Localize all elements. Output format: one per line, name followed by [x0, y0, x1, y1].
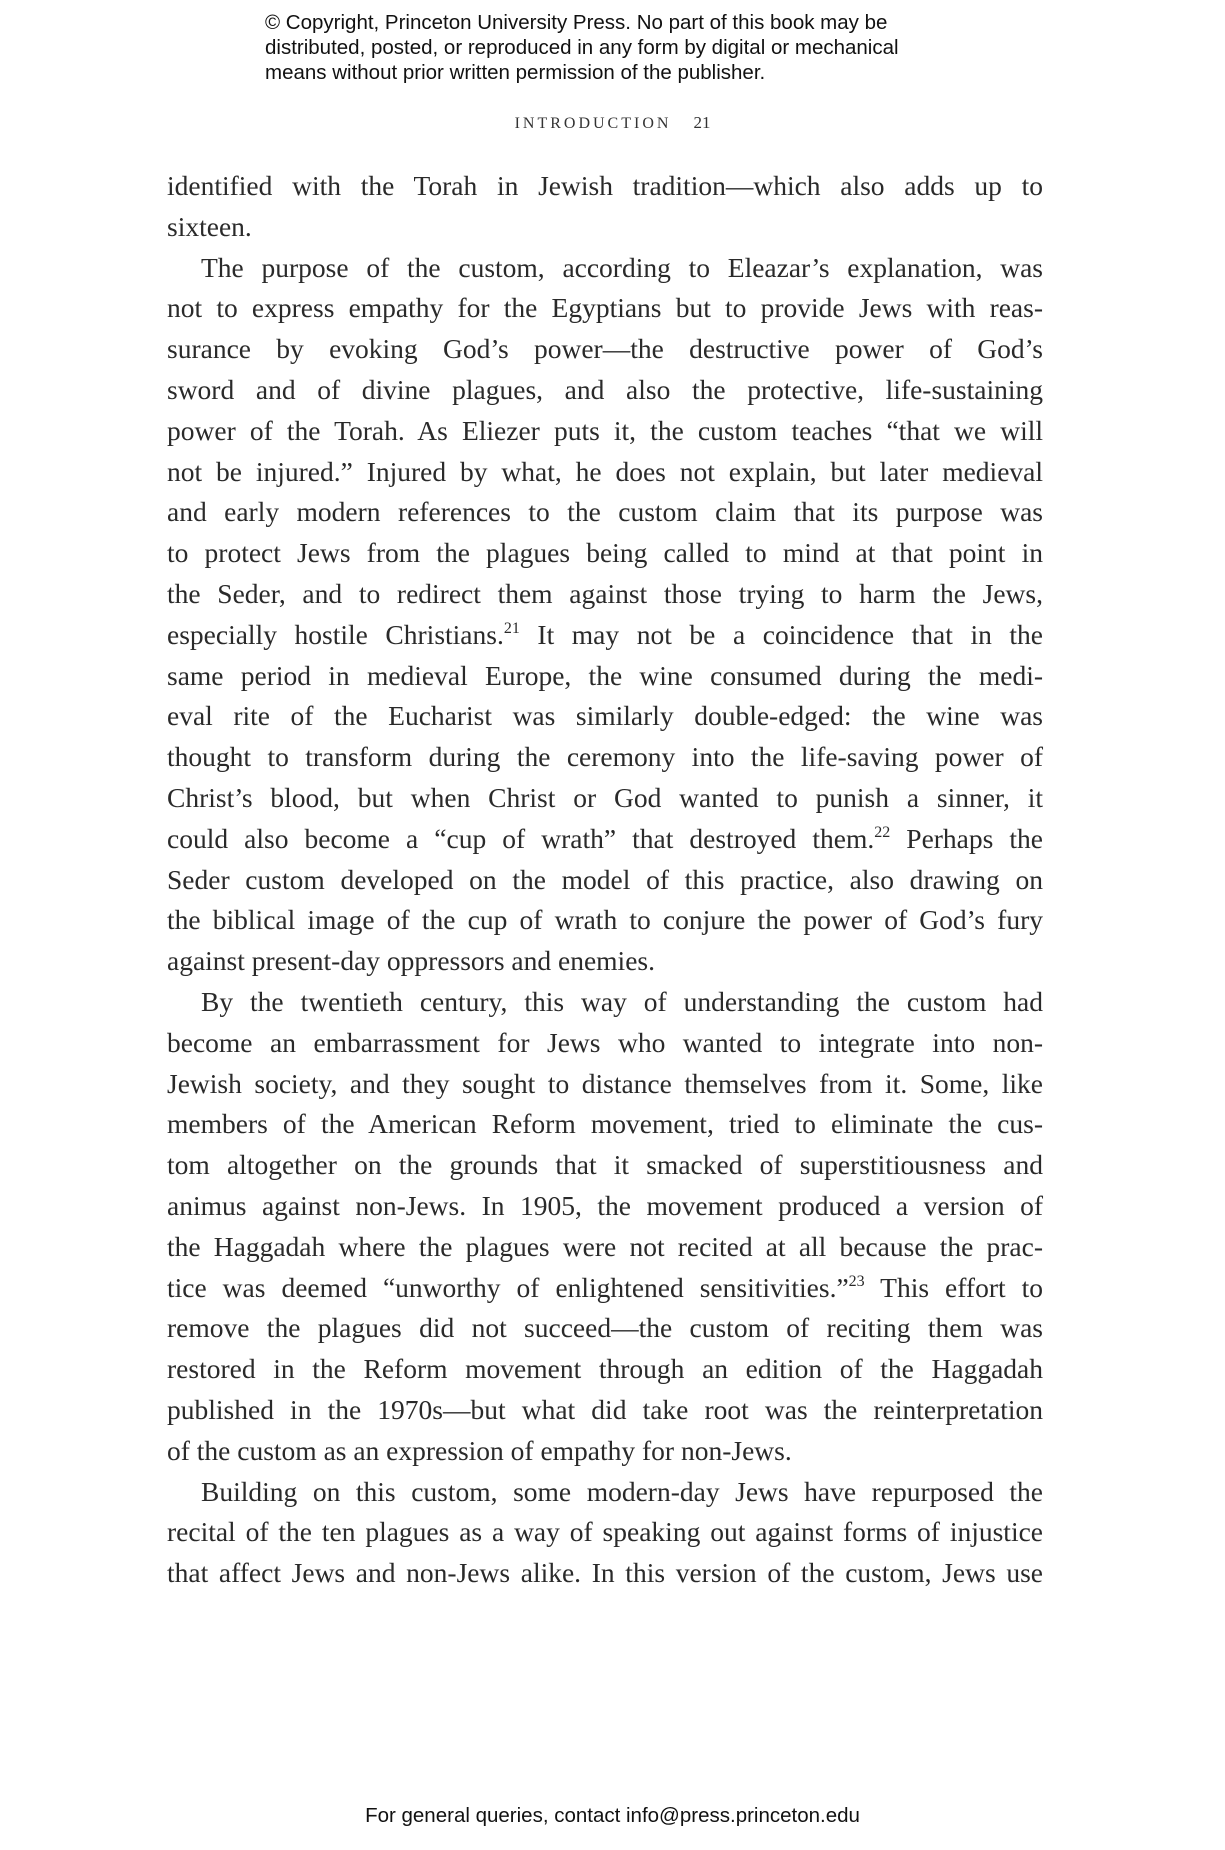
line-text: eval rite of the Eucharist was similarly double-edged: the wine was [167, 700, 1043, 732]
line-text: identified with the Torah in Jewish tradition—which also adds up to [167, 170, 1043, 201]
text-line [167, 1145, 1043, 1186]
copyright-line: distributed, posted, or reproduced in any form by digital or mechanical [265, 36, 899, 59]
line-text: recital of the ten plagues as a way of speaking out against forms of injustice [167, 1516, 1043, 1548]
line-text-continued: This effort to [864, 1271, 1044, 1303]
line-text: the Haggadah where the plagues were not recited at all because the prac- [167, 1230, 1043, 1262]
line-text: animus against non-Jews. In 1905, the movement produced a version of [167, 1189, 1043, 1221]
text-line [167, 1349, 1043, 1390]
text-line [167, 166, 1043, 207]
line-text: tice was deemed “unworthy of enlightened sensitivities.” [167, 1271, 849, 1303]
page-number: 21 [693, 113, 711, 132]
line-text: not be injured.” Injured by what, he does not explain, but later medieval [167, 455, 1043, 487]
line-text: Christ’s blood, but when Christ or God wanted to punish a sinner, it [167, 781, 1043, 813]
line-text: Jewish society, and they sought to distance themselves from it. Some, like [167, 1067, 1043, 1099]
text-line [167, 1431, 1043, 1472]
text-line [167, 737, 1043, 778]
line-text: not to express empathy for the Egyptians but to provide Jews with reas- [167, 292, 1043, 324]
text-line [167, 1104, 1043, 1145]
line-text: thought to transform during the ceremony into the life-saving power of [167, 741, 1043, 773]
text-line [167, 1308, 1043, 1349]
line-text: of the custom as an expression of empathy for non-Jews. [167, 1434, 792, 1466]
text-line [167, 860, 1043, 901]
line-text: remove the plagues did not succeed—the custom of reciting them was [167, 1312, 1043, 1344]
line-text: The purpose of the custom, according to Eleazar’s explanation, was [201, 251, 1043, 283]
text-line [167, 452, 1043, 493]
line-text: restored in the Reform movement through an edition of the Haggadah [167, 1353, 1043, 1385]
section-title: INTRODUCTION [514, 115, 672, 132]
text-line [167, 1268, 1043, 1309]
body-text [167, 166, 1043, 1594]
running-head [0, 113, 1225, 133]
line-text: and early modern references to the custom claim that its purpose was [167, 496, 1043, 528]
text-line [167, 288, 1043, 329]
line-text: Seder custom developed on the model of this practice, also drawing on [167, 863, 1043, 895]
text-line [167, 1390, 1043, 1431]
text-line [167, 900, 1043, 941]
text-line [167, 574, 1043, 615]
footnote-reference[interactable]: 21 [503, 619, 520, 637]
text-line [167, 615, 1043, 656]
line-text: especially hostile Christians. [167, 618, 504, 650]
text-line [167, 1064, 1043, 1105]
text-line [167, 696, 1043, 737]
text-line [167, 656, 1043, 697]
text-line [167, 370, 1043, 411]
copyright-notice [265, 10, 1025, 85]
line-text: tom altogether on the grounds that it smacked of superstitiousness and [167, 1149, 1043, 1181]
line-text: against present-day oppressors and enemies. [167, 945, 655, 977]
line-text: the biblical image of the cup of wrath to conjure the power of God’s fury [167, 904, 1043, 936]
text-line [167, 819, 1043, 860]
line-text: By the twentieth century, this way of understanding the custom had [201, 985, 1043, 1017]
footnote-reference[interactable]: 22 [874, 823, 891, 841]
text-line [167, 207, 1043, 248]
text-line [167, 982, 1043, 1023]
text-line [167, 329, 1043, 370]
copyright-line: © Copyright, Princeton University Press. No part of this book may be [265, 11, 888, 34]
text-line [167, 1553, 1043, 1594]
text-line [167, 248, 1043, 289]
text-line [167, 1227, 1043, 1268]
line-text-continued: Perhaps the [890, 822, 1043, 854]
line-text: the Seder, and to redirect them against those trying to harm the Jews, [167, 577, 1043, 609]
text-line [167, 1472, 1043, 1513]
footnote-reference[interactable]: 23 [848, 1272, 865, 1290]
line-text: become an embarrassment for Jews who wanted to integrate into non- [167, 1026, 1043, 1058]
line-text: to protect Jews from the plagues being called to mind at that point in [167, 537, 1043, 569]
text-line [167, 1186, 1043, 1227]
text-line [167, 1512, 1043, 1553]
line-text: power of the Torah. As Eliezer puts it, the custom teaches “that we will [167, 414, 1043, 446]
text-line [167, 1023, 1043, 1064]
line-text: Building on this custom, some modern-day Jews have repurposed the [201, 1475, 1043, 1507]
text-line [167, 941, 1043, 982]
line-text: sixteen. [167, 210, 252, 242]
line-text: that affect Jews and non-Jews alike. In this version of the custom, Jews use [167, 1557, 1043, 1589]
text-line [167, 778, 1043, 819]
line-text: same period in medieval Europe, the wine consumed during the medi- [167, 659, 1043, 691]
line-text: could also become a “cup of wrath” that destroyed them. [167, 822, 875, 854]
line-text: surance by evoking God’s power—the destructive power of God’s [167, 333, 1043, 365]
copyright-line: means without prior written permission of the publisher. [265, 61, 766, 84]
text-line [167, 533, 1043, 574]
line-text: sword and of divine plagues, and also the protective, life-sustaining [167, 373, 1043, 405]
line-text: members of the American Reform movement, tried to eliminate the cus- [167, 1108, 1043, 1140]
text-line [167, 492, 1043, 533]
text-line [167, 411, 1043, 452]
footer-contact: For general queries, contact info@press.princeton.edu [365, 1804, 860, 1827]
line-text-continued: It may not be a coincidence that in the [519, 618, 1044, 650]
line-text: published in the 1970s—but what did take root was the reinterpretation [167, 1393, 1043, 1425]
